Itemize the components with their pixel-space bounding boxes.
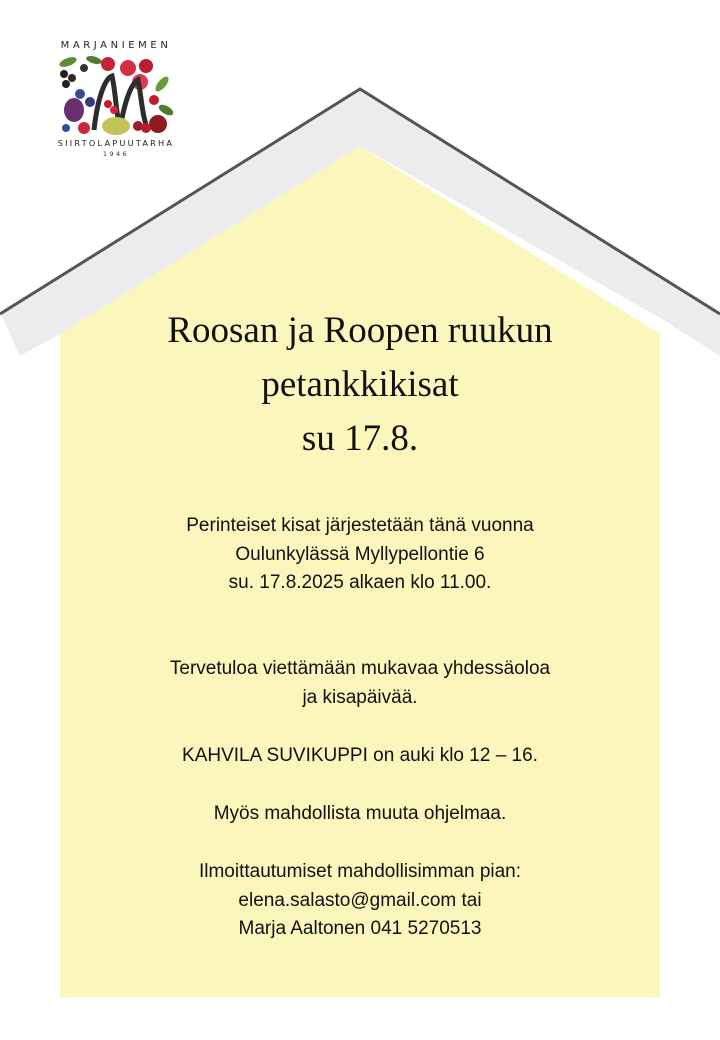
logo-top-text: MARJANIEMEN [60, 40, 172, 51]
logo-bottom-text: SIIRTOLAPUUTARHA [57, 138, 175, 148]
event-details [60, 512, 660, 598]
welcome-text [60, 655, 660, 712]
details-line-1: Perinteiset kisat järjestetään tänä vuonna [186, 515, 534, 536]
event-title [60, 304, 660, 466]
title-line-1: Roosan ja Roopen ruukun [167, 310, 553, 351]
logo-year: 1946 [102, 150, 130, 158]
registration-info [60, 858, 660, 944]
welcome-line-2: ja kisapäivää. [302, 686, 418, 708]
details-line-2: Oulunkylässä Myllypellontie 6 [235, 543, 485, 565]
title-line-3: su 17.8. [301, 418, 419, 459]
details-line-3: su. 17.8.2025 alkaen klo 11.00. [228, 572, 492, 593]
fruit-berry-icon [54, 54, 178, 178]
registration-email: elena.salasto@gmail.com tai [238, 889, 482, 911]
registration-line-1: Ilmoittautumiset mahdollisimman pian: [198, 861, 522, 882]
welcome-line-1: Tervetuloa viettämään mukavaa yhdessäoloa [169, 658, 551, 679]
program-info: Myös mahdollista muuta ohjelmaa. [213, 803, 507, 824]
title-line-2: petankkikisat [261, 364, 459, 405]
registration-contact: Marja Aaltonen 041 5270513 [238, 918, 482, 939]
cafe-info: KAHVILA SUVIKUPPI on auki klo 12 – 16. [182, 745, 538, 766]
garden-logo [50, 40, 182, 170]
